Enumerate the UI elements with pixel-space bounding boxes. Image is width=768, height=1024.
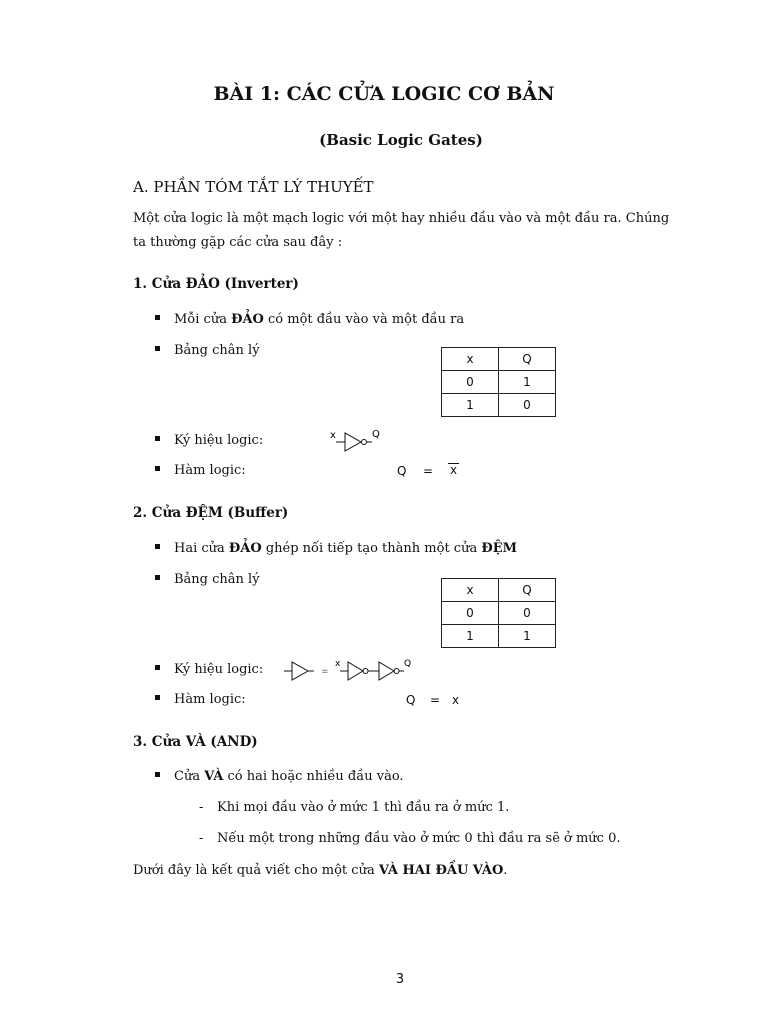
section-heading-a: A. PHẦN TÓM TẮT LÝ THUYẾT: [133, 178, 374, 196]
bullet-square-icon: [155, 665, 160, 670]
inverter-bullet-1: Mỗi cửa ĐẢO có một đầu vào và một đầu ra: [155, 312, 464, 327]
bullet-square-icon: [155, 575, 160, 580]
table-row: [442, 579, 556, 602]
buffer-symbol-equals: =: [321, 667, 329, 677]
buffer-bullet-1: Hai cửa ĐẢO ghép nối tiếp tạo thành một cửa ĐỆM: [155, 541, 517, 556]
table-cell: 0: [499, 602, 556, 625]
and-heading: 3. Cửa VÀ (AND): [133, 734, 258, 750]
intro-line-1: Một cửa logic là một mạch logic với một hay nhiều đầu vào và một đầu ra. Chúng: [133, 211, 670, 226]
inverter-gate-icon: [328, 426, 388, 456]
table-cell: 0: [442, 602, 499, 625]
page-number: 3: [395, 972, 405, 987]
page-title: BÀI 1: CÁC CỬA LOGIC CƠ BẢN: [213, 83, 555, 105]
bullet-square-icon: [155, 315, 160, 320]
table-cell: x: [442, 579, 499, 602]
table-row: [442, 348, 556, 371]
bullet-square-icon: [155, 346, 160, 351]
table-row: [442, 371, 556, 394]
table-row: [442, 602, 556, 625]
bullet-square-icon: [155, 695, 160, 700]
inverter-bullet-2: Bảng chân lý: [155, 343, 260, 358]
buffer-bullet-2: Bảng chân lý: [155, 572, 260, 587]
inverter-func-eq: =: [423, 464, 434, 478]
table-cell: Q: [499, 348, 556, 371]
inverter-truth-table: [441, 347, 556, 417]
page-subtitle: (Basic Logic Gates): [319, 131, 483, 149]
table-cell: 0: [442, 371, 499, 394]
bullet-square-icon: [155, 772, 160, 777]
intro-line-2: ta thường gặp các cửa sau đây :: [133, 235, 343, 250]
table-cell: 1: [442, 625, 499, 648]
table-cell: 1: [442, 394, 499, 417]
closing-paragraph: Dưới đây là kết quả viết cho một cửa VÀ HAI ĐẦU VÀO.: [133, 863, 508, 878]
inverter-heading: 1. Cửa ĐẢO (Inverter): [133, 276, 299, 292]
table-cell: 1: [499, 625, 556, 648]
table-row: [442, 625, 556, 648]
buffer-heading: 2. Cửa ĐỆM (Buffer): [133, 505, 289, 521]
and-dash-item-2: - Nếu một trong những đầu vào ở mức 0 thì đầu ra sẽ ở mức 0.: [199, 831, 621, 846]
buffer-truth-table: [441, 578, 556, 648]
table-cell: 1: [499, 371, 556, 394]
and-dash-item-1: - Khi mọi đầu vào ở mức 1 thì đầu ra ở mức 1.: [199, 800, 510, 815]
buffer-symbol-output: Q: [404, 659, 412, 669]
buffer-symbol-input: x: [335, 659, 341, 669]
inverter-func-rhs: x: [450, 463, 458, 477]
bullet-square-icon: [155, 436, 160, 441]
table-cell: 0: [499, 394, 556, 417]
buffer-bullet-4: Hàm logic:: [155, 692, 246, 707]
table-cell: Q: [499, 579, 556, 602]
inverter-bullet-4: Hàm logic:: [155, 463, 246, 478]
table-cell: x: [442, 348, 499, 371]
buffer-func-lhs: Q: [406, 693, 416, 707]
bullet-square-icon: [155, 544, 160, 549]
inverter-symbol-input: x: [330, 430, 336, 441]
buffer-gate-icon: [284, 656, 424, 686]
bullet-square-icon: [155, 466, 160, 471]
buffer-func-eq: =: [430, 693, 441, 707]
inverter-func-lhs: Q: [397, 464, 407, 478]
table-row: [442, 394, 556, 417]
and-bullet-1: Cửa VÀ có hai hoặc nhiều đầu vào.: [155, 769, 404, 784]
buffer-bullet-3: Ký hiệu logic:: [155, 662, 263, 677]
inverter-bullet-3: Ký hiệu logic:: [155, 433, 263, 448]
inverter-symbol-output: Q: [372, 429, 380, 440]
buffer-func-rhs: x: [452, 693, 460, 707]
